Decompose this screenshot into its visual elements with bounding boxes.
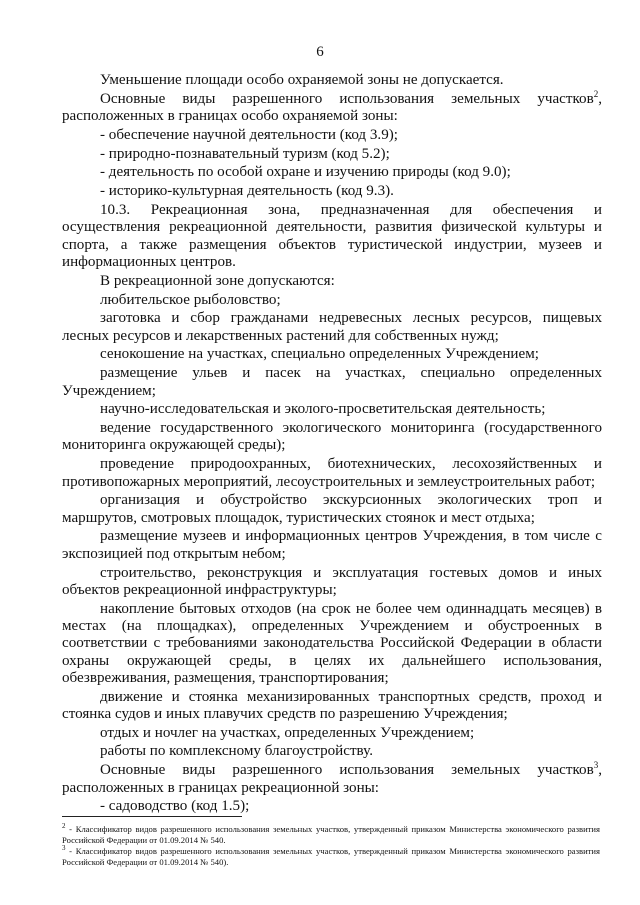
paragraph: научно-исследовательская и эколого-просветительская деятельность; <box>100 401 546 418</box>
list-item: - садоводство (код 1.5); <box>100 798 250 815</box>
paragraph: Основные виды разрешенного использования земельных участков$^2$, расположенных в границах особо охраняемой зоны: <box>62 88 602 125</box>
footnote-divider <box>62 816 242 817</box>
paragraph: отдых и ночлег на участках, определенных Учреждением; <box>100 724 475 741</box>
paragraph: Основные виды разрешенного использования земельных участков$^3$, расположенных в границах рекреационной зоны: <box>62 760 602 796</box>
footnote-reference: 3 <box>593 760 599 771</box>
paragraph: проведение природоохранных, биотехнических, лесохозяйственных и противопожарных мероприятий, лесоустроительных и землеустроительных работ; <box>62 456 602 490</box>
footnote-reference: 2 <box>593 88 599 99</box>
paragraph: ведение государственного экологического мониторинга (государственного мониторинга окружающей среды); <box>62 420 602 454</box>
paragraph: сенокошение на участках, специально определенных Учреждением; <box>100 346 539 363</box>
paragraph: заготовка и сбор гражданами недревесных лесных ресурсов, пищевых лесных ресурсов и лекарственных растений для собственных нужд; <box>62 310 602 344</box>
list-item: - историко-культурная деятельность (код 9.3). <box>100 183 394 200</box>
footnote: $^3$ - Классификатор видов разрешенного использования земельных участков, утвержденный приказом Министерства экономического развития Российской Федерации от 01.09.2014 № 540). <box>62 844 600 867</box>
list-item: - деятельность по особой охране и изучению природы (код 9.0); <box>100 164 511 181</box>
paragraph: движение и стоянка механизированных транспортных средств, проход и стоянка судов и иных плавучих средств по разрешению Учреждения; <box>62 688 602 722</box>
paragraph: строительство, реконструкция и эксплуатация гостевых домов и иных объектов рекреационной инфраструктуры; <box>62 564 602 598</box>
paragraph: любительское рыболовство; <box>100 291 281 308</box>
list-item: - природно-познавательный туризм (код 5.2); <box>100 145 390 162</box>
paragraph: размещение музеев и информационных центров Учреждения, в том числе с экспозицией под открытым небом; <box>62 528 602 562</box>
paragraph: организация и обустройство экскурсионных экологических троп и маршрутов, смотровых площадок, туристических стоянок и мест отдыха; <box>62 492 602 526</box>
paragraph: размещение ульев и пасек на участках, специально определенных Учреждением; <box>62 365 602 399</box>
paragraph: 10.3. Рекреационная зона, предназначенная для обеспечения и осуществления рекреационной деятельности, развития физической культуры и спорта, а также размещения объектов туристической индустрии, музеев и информационных центров. <box>62 202 602 270</box>
paragraph: Уменьшение площади особо охраняемой зоны не допускается. <box>100 72 504 88</box>
list-item: - обеспечение научной деятельности (код 3.9); <box>100 126 398 143</box>
paragraph: работы по комплексному благоустройству. <box>100 743 373 760</box>
footnotes <box>62 824 600 868</box>
document-body <box>62 72 602 816</box>
footnote-mark: 2 <box>62 822 66 831</box>
footnote: $^2$ - Классификатор видов разрешенного использования земельных участков, утвержденный приказом Министерства экономического развития Российской Федерации от 01.09.2014 № 540. <box>62 822 600 845</box>
paragraph: В рекреационной зоне допускаются: <box>100 272 335 289</box>
paragraph: накопление бытовых отходов (на срок не более чем одиннадцать месяцев) в местах (на площадках), определенных Учреждением и обустроенных в соответствии с требованиями законодательства Российской Федерации в области охраны окружающей среды, в целях их дальнейшего использования, обезвреживания, размещения, транспортирования; <box>62 600 602 686</box>
page-number: 6 <box>316 44 324 60</box>
footnote-mark: 3 <box>62 844 66 853</box>
